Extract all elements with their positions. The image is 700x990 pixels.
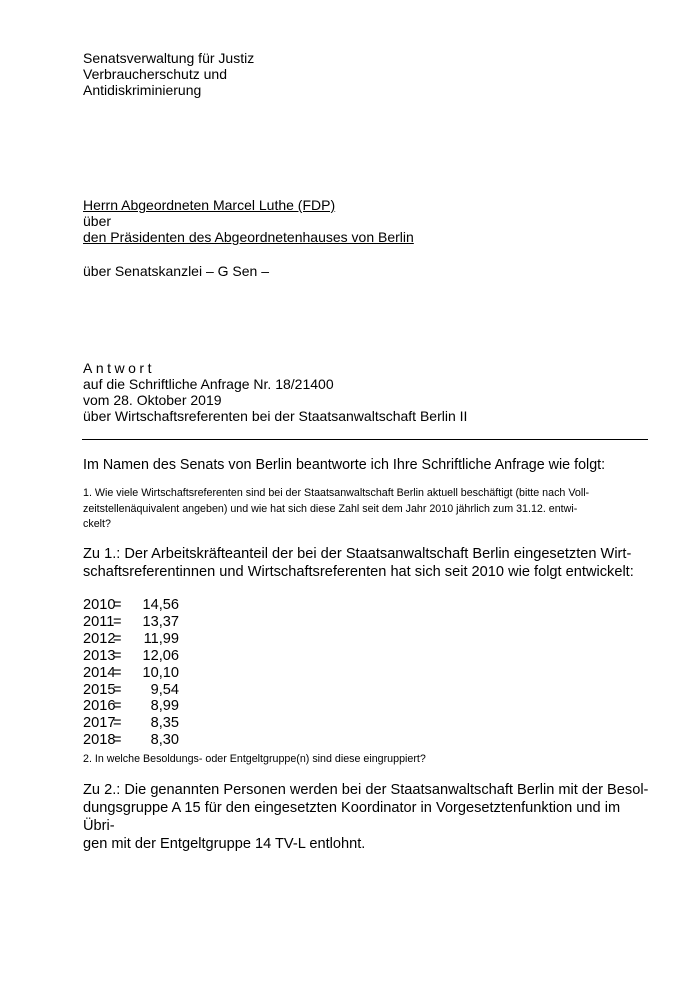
list-item <box>83 732 179 749</box>
list-item <box>83 597 179 614</box>
answer-line: Zu 1.: Der Arbeitskräfteanteil der bei der Staatsanwaltschaft Berlin eingesetzten Wirt- <box>83 546 632 562</box>
fte-value: 14,56 <box>142 597 179 613</box>
equals-sign: = <box>113 630 122 647</box>
year: 2017 <box>83 715 116 732</box>
senate-chancellery-line: über Senatskanzlei – G Sen – <box>83 263 270 279</box>
sender-block <box>83 50 254 98</box>
question-1 <box>83 486 649 533</box>
year: 2016 <box>83 698 116 715</box>
year: 2012 <box>83 630 116 647</box>
recipient-block <box>83 197 414 245</box>
staff-values-list <box>83 597 179 749</box>
equals-sign: = <box>113 732 122 749</box>
year: 2013 <box>83 647 116 664</box>
answer-2 <box>83 781 649 853</box>
fte-value: 8,30 <box>150 732 179 749</box>
year: 2014 <box>83 664 116 681</box>
fte-value: 10,10 <box>142 664 179 681</box>
equals-sign: = <box>113 715 122 732</box>
answer-1 <box>83 545 649 581</box>
fte-value: 8,35 <box>150 715 179 732</box>
inquiry-date: vom 28. Oktober 2019 <box>83 392 222 408</box>
fte-value: 9,54 <box>150 681 179 698</box>
list-item <box>83 715 179 732</box>
equals-sign: = <box>113 613 122 630</box>
year: 2010 <box>83 597 116 613</box>
fte-value: 12,06 <box>142 647 179 664</box>
answer-line: dungsgruppe A 15 für den eingesetzten Koordinator in Vorgesetztenfunktion und im Übri- <box>83 800 621 834</box>
answer-title: Antwort <box>83 360 155 376</box>
equals-sign: = <box>113 698 122 715</box>
year: 2015 <box>83 681 116 698</box>
question-2 <box>83 752 649 768</box>
sender-line: Senatsverwaltung für Justiz <box>83 50 255 66</box>
question-line: zeitstellenäquivalent angeben) und wie hat sich diese Zahl seit dem Jahr 2010 jährlich zum 31.12. entwi- <box>83 502 578 515</box>
sender-line: Verbraucherschutz und <box>83 66 227 82</box>
year: 2011 <box>83 613 115 630</box>
recipient-president: den Präsidenten des Abgeordnetenhauses von Berlin <box>83 229 414 245</box>
list-item <box>83 682 179 699</box>
sender-line: Antidiskriminierung <box>83 82 202 98</box>
fte-value: 13,37 <box>142 613 179 630</box>
question-line: 1. Wie viele Wirtschaftsreferenten sind bei der Staatsanwaltschaft Berlin aktuell beschäftigt (bitte nach Voll- <box>83 487 590 499</box>
horizontal-divider <box>82 439 648 440</box>
fte-value: 11,99 <box>143 630 179 647</box>
equals-sign: = <box>113 664 122 681</box>
answer-heading <box>83 360 467 424</box>
equals-sign: = <box>113 647 122 664</box>
answer-line: schaftsreferentinnen und Wirtschaftsreferenten hat sich seit 2010 wie folgt entwickelt: <box>83 564 634 580</box>
list-item <box>83 631 179 648</box>
inquiry-number: auf die Schriftliche Anfrage Nr. 18/21400 <box>83 376 334 392</box>
recipient-name: Herrn Abgeordneten Marcel Luthe (FDP) <box>83 197 336 213</box>
equals-sign: = <box>113 597 122 613</box>
recipient-via: über <box>83 213 112 229</box>
list-item <box>83 648 179 665</box>
equals-sign: = <box>113 681 122 698</box>
year: 2018 <box>83 732 116 749</box>
inquiry-subject: über Wirtschaftsreferenten bei der Staatsanwaltschaft Berlin II <box>83 408 468 424</box>
answer-line: Zu 2.: Die genannten Personen werden bei der Staatsanwaltschaft Berlin mit der Besol- <box>83 782 649 798</box>
fte-value: 8,99 <box>150 698 179 715</box>
answer-line: gen mit der Entgeltgruppe 14 TV-L entlohnt. <box>83 836 366 852</box>
intro-text: Im Namen des Senats von Berlin beantworte ich Ihre Schriftliche Anfrage wie folgt: <box>83 457 606 473</box>
list-item <box>83 614 179 631</box>
question-line: 2. In welche Besoldungs- oder Entgeltgruppe(n) sind diese eingruppiert? <box>83 753 426 765</box>
list-item <box>83 698 179 715</box>
list-item <box>83 665 179 682</box>
question-line: ckelt? <box>83 518 111 530</box>
